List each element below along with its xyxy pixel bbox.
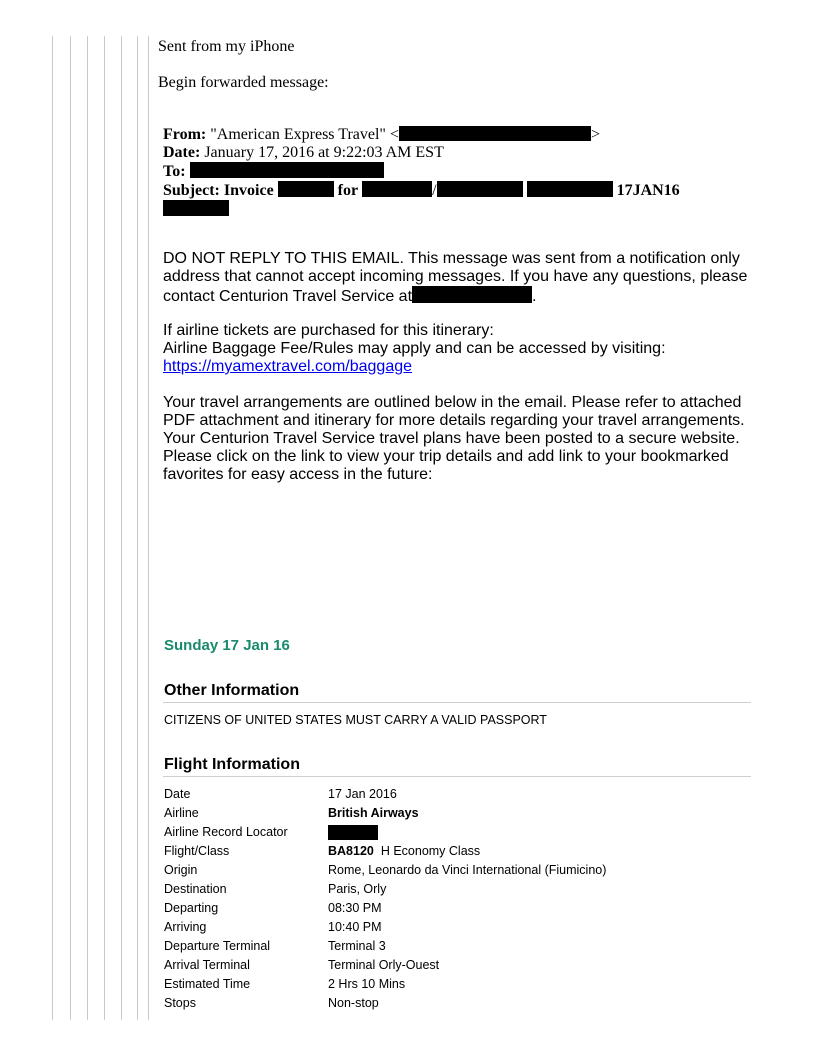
- departing-row-label: Departing: [164, 901, 219, 915]
- notice-line-2: address that cannot accept incoming messages. If you have any questions, please: [163, 268, 748, 285]
- subject-date: 17JAN16: [616, 182, 680, 199]
- arr-terminal-row-label: Arrival Terminal: [164, 958, 250, 972]
- subject-line: [163, 181, 680, 200]
- quote-line: [137, 36, 138, 1020]
- redacted-locator: [328, 825, 378, 840]
- redacted-recipient: [190, 162, 384, 178]
- flight-info-divider: [163, 776, 751, 777]
- arrangements-line-2: PDF attachment and itinerary for more details regarding your travel arrangements.: [163, 412, 745, 429]
- destination-row-value: Paris, Orly: [328, 882, 387, 896]
- subject-slash: /: [432, 182, 437, 199]
- date-label: Date:: [163, 144, 201, 161]
- airline-row-value: British Airways: [328, 806, 419, 820]
- redacted-phone: [412, 286, 532, 303]
- redacted-name-3: [527, 181, 613, 197]
- quote-line: [148, 36, 149, 1020]
- destination-row-label: Destination: [164, 882, 227, 896]
- arrangements-line-1: Your travel arrangements are outlined below in the email. Please refer to attached: [163, 394, 742, 411]
- stops-row-value: Non-stop: [328, 996, 379, 1010]
- date-line: [163, 144, 680, 162]
- other-info-text: CITIZENS OF UNITED STATES MUST CARRY A VALID PASSPORT: [164, 713, 547, 727]
- from-close: >: [590, 126, 600, 143]
- arr-terminal-row-value: Terminal Orly-Ouest: [328, 958, 440, 972]
- baggage-line-2: Airline Baggage Fee/Rules may apply and can be accessed by visiting:: [163, 340, 666, 357]
- from-line: [163, 126, 680, 144]
- quote-line: [70, 36, 71, 1020]
- notice-line-3-text: contact Centurion Travel Service at: [163, 288, 413, 305]
- origin-row-label: Origin: [164, 863, 198, 877]
- notice-period: .: [532, 288, 537, 305]
- subject-invoice: Invoice: [223, 182, 274, 199]
- departing-row-value: 08:30 PM: [328, 901, 382, 915]
- subject-for: for: [337, 182, 359, 199]
- locator-row-label: Airline Record Locator: [164, 825, 288, 839]
- flight-row-label: Flight/Class: [164, 844, 230, 858]
- arrangements-line-5: favorites for easy access in the future:: [163, 466, 433, 483]
- flight-info-title: Flight Information: [164, 756, 300, 773]
- arriving-row-value: 10:40 PM: [328, 920, 382, 934]
- arriving-row-label: Arriving: [164, 920, 207, 934]
- est-time-row-value: 2 Hrs 10 Mins: [328, 977, 406, 991]
- redacted-name-1: [362, 181, 432, 197]
- quote-line: [104, 36, 105, 1020]
- date-row-label: Date: [164, 787, 191, 801]
- redacted-name-2: [437, 181, 523, 197]
- est-time-row-label: Estimated Time: [164, 977, 251, 991]
- notice-paragraph: [163, 250, 747, 306]
- locator-row-value: [328, 825, 378, 842]
- from-label: From:: [163, 126, 207, 143]
- other-info-divider: [163, 702, 751, 703]
- quote-line: [52, 36, 53, 1020]
- redacted-invoice-number: [278, 181, 334, 197]
- subject-line-cont: [163, 200, 680, 219]
- quote-line: [87, 36, 88, 1020]
- airline-row-label: Airline: [164, 806, 199, 820]
- baggage-link[interactable]: https://myamextravel.com/baggage: [163, 358, 413, 375]
- redacted-email: [399, 126, 591, 141]
- arrangements-paragraph: [163, 394, 745, 484]
- dep-terminal-row-value: Terminal 3: [328, 939, 386, 953]
- date-row-value: 17 Jan 2016: [328, 787, 397, 801]
- arrangements-line-4: Please click on the link to view your trip details and add link to your bookmarked: [163, 448, 729, 465]
- baggage-line-1: If airline tickets are purchased for this itinerary:: [163, 322, 494, 339]
- from-value: "American Express Travel" <: [210, 126, 399, 143]
- to-label: To:: [163, 163, 186, 180]
- sent-from-signature: Sent from my iPhone: [158, 38, 295, 55]
- flight-number: BA8120: [328, 844, 374, 858]
- other-info-title: Other Information: [164, 682, 300, 699]
- notice-line-3: [163, 286, 747, 306]
- redacted-subject-tail: [163, 200, 229, 216]
- dep-terminal-row-label: Departure Terminal: [164, 939, 271, 953]
- baggage-link-line: [163, 358, 666, 376]
- begin-forwarded-label: Begin forwarded message:: [158, 74, 329, 91]
- notice-line-1: DO NOT REPLY TO THIS EMAIL. This message was sent from a notification only: [163, 250, 740, 267]
- subject-label: Subject:: [163, 182, 220, 199]
- day-heading: Sunday 17 Jan 16: [164, 637, 290, 654]
- stops-row-label: Stops: [164, 996, 196, 1010]
- arrangements-line-3: Your Centurion Travel Service travel plans have been posted to a secure website.: [163, 430, 740, 447]
- date-value: January 17, 2016 at 9:22:03 AM EST: [204, 144, 444, 161]
- baggage-paragraph: [163, 322, 666, 376]
- forward-header: [163, 126, 680, 219]
- quote-line: [121, 36, 122, 1020]
- flight-row-value: [328, 844, 480, 859]
- to-line: [163, 162, 680, 181]
- origin-row-value: Rome, Leonardo da Vinci International (Fiumicino): [328, 863, 607, 877]
- flight-class: H Economy Class: [380, 844, 481, 858]
